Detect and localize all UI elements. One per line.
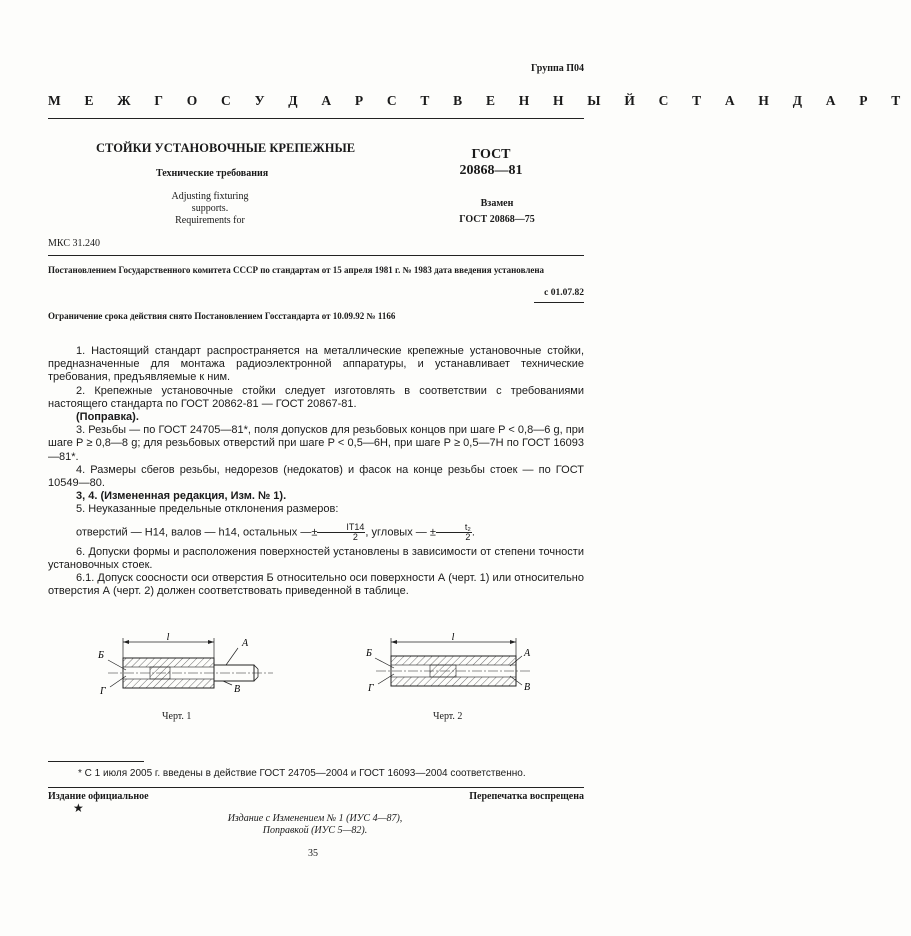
page-number: 35: [308, 848, 318, 859]
changes-line: Поправкой (ИУС 5—82).: [262, 825, 368, 836]
formula-text: отверстий — H14, валов — h14, остальных —±: [76, 526, 318, 539]
tolerance-formula: [48, 523, 584, 542]
figure-1-caption: Черт. 1: [162, 711, 192, 722]
document-title: СТОЙКИ УСТАНОВОЧНЫЕ КРЕПЕЖНЫЕ: [96, 141, 356, 155]
fraction: [317, 523, 365, 542]
paragraph-3-4-note: 3, 4. (Измененная редакция, Изм. № 1).: [76, 490, 287, 503]
divider: [48, 255, 584, 256]
label-v: В: [234, 684, 241, 695]
figure-2-caption: Черт. 2: [433, 711, 463, 722]
gost-code: 20868—81: [459, 163, 523, 178]
english-title-line: Adjusting fixturing supports.: [171, 191, 249, 214]
paragraph-2: 2. Крепежные установочные стойки следует изготовлять в соответствии с требованиями настоящего стандарта по ГОСТ 20862-81 — ГОСТ 20867-81.: [48, 384, 584, 410]
divider: [534, 302, 584, 303]
english-title: [154, 191, 266, 227]
label-a: А: [524, 648, 531, 659]
label-v: В: [524, 682, 531, 693]
divider: [48, 118, 584, 119]
dimension-l-label: l: [166, 632, 170, 643]
paragraph-3: 3. Резьбы — по ГОСТ 24705—81*, поля допусков для резьбовых концов при шаге P < 0,8—6 g, при шаге P ≥ 0,8—8 g; для резьбовых отверстий при шаге P < 0,5—6H, при шаге P ≥ 0,5—7H по ГОСТ 16093—81*.: [48, 424, 584, 463]
gost-label: ГОСТ: [471, 147, 511, 162]
changes-line: Издание с Изменением № 1 (ИУС 4—87),: [227, 813, 403, 824]
label-b: Б: [98, 650, 104, 661]
footnote-divider: [48, 761, 144, 762]
paragraph-4: 4. Размеры сбегов резьбы, недорезов (недокатов) и фасок на конце резьбы стоек — по ГОСТ 10549—80.: [48, 463, 584, 490]
english-title-line: Requirements for: [175, 215, 245, 226]
dimension-l-label: l: [451, 632, 455, 643]
decree-text: Постановлением Государственного комитета СССР по стандартам от 15 апреля 1981 г. № 1983 дата введения установлена: [48, 265, 545, 275]
fraction: [436, 523, 472, 542]
label-a: А: [242, 638, 249, 649]
drawing-2: [365, 632, 531, 694]
paragraph-1: 1. Настоящий стандарт распространяется на металлические крепежные установочные стойки, предназначенные для монтажа радиоэлектронной аппаратуры, и устанавливает технические требования, предъявляемые к ним.: [48, 345, 584, 384]
formula-text: , угловых — ±: [365, 526, 436, 539]
label-g: Г: [368, 683, 374, 694]
footnote: * С 1 июля 2005 г. введены в действие ГОСТ 24705—2004 и ГОСТ 16093—2004 соответственно.: [78, 768, 526, 779]
fraction-numerator: t₂: [436, 523, 472, 533]
replaces-label: Взамен: [480, 198, 514, 209]
paragraph-6-1: 6.1. Допуск соосности оси отверстия Б относительно оси поверхности А (черт. 1) или относительно отверстия А (черт. 2) должен соответствовать приведенной в таблице.: [48, 572, 584, 598]
document-body: [48, 345, 584, 598]
replaces-code: ГОСТ 20868—75: [459, 214, 535, 225]
reprint-prohibited: Перепечатка воспрещена: [469, 791, 584, 802]
official-edition: Издание официальное: [48, 791, 149, 802]
effective-date: с 01.07.82: [544, 288, 584, 298]
paragraph-2-note: (Поправка).: [76, 411, 139, 424]
replaces-block: [456, 196, 538, 228]
gost-number: [456, 147, 526, 179]
star-icon: ★: [73, 801, 84, 815]
mks-code: МКС 31.240: [48, 238, 100, 249]
formula-text: .: [471, 526, 475, 539]
limitation-text: Ограничение срока действия снято Постановлением Госстандарта от 10.09.92 № 1166: [48, 311, 396, 321]
group-code: Группа П04: [531, 63, 584, 74]
divider: [48, 787, 584, 788]
document-subtitle: Технические требования: [156, 168, 269, 179]
drawing-1: [97, 632, 273, 697]
technical-drawings: [48, 630, 584, 730]
edition-changes: [215, 813, 415, 837]
fraction-denominator: 2: [352, 531, 358, 542]
interstate-standard-heading: М Е Ж Г О С У Д А Р С Т В Е Н Н Ы Й С Т А Н Д А Р Т: [48, 93, 911, 108]
paragraph-6: 6. Допуски формы и расположения поверхностей установлены в зависимости от степени точности установочных стоек.: [48, 545, 584, 571]
label-g: Г: [100, 686, 106, 697]
fraction-numerator: IT14: [317, 523, 365, 533]
label-b: Б: [366, 648, 372, 659]
paragraph-5: 5. Неуказанные предельные отклонения размеров:: [76, 503, 339, 516]
fraction-denominator: 2: [465, 531, 471, 542]
